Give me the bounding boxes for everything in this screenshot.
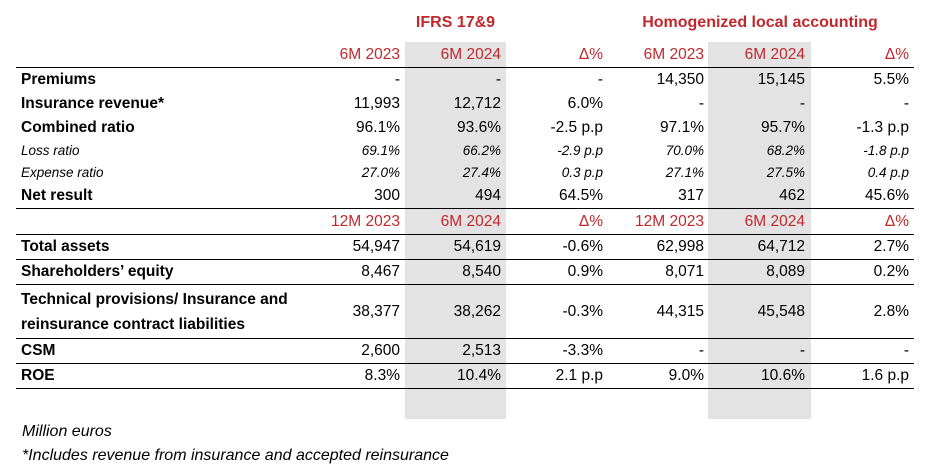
- column-header: Δ%: [578, 46, 603, 63]
- column-header: 12M 2023: [635, 213, 704, 230]
- financial-summary-table: [16, 42, 914, 389]
- table-cell: 96.1%: [356, 119, 400, 136]
- table-cell: 54,619: [405, 235, 506, 260]
- column-header: 6M 2023: [339, 46, 400, 63]
- table-cell: 68.2%: [766, 143, 805, 158]
- table-cell: 6.0%: [567, 95, 603, 112]
- table-cell: 2.8%: [810, 285, 914, 339]
- table-cell: -: [405, 68, 506, 93]
- row-label: Technical provisions/ Insurance and reinsurance contract liabilities: [16, 285, 304, 339]
- table-cell: 9.0%: [608, 364, 709, 389]
- table-cell: 69.1%: [361, 143, 400, 158]
- table-row: [16, 285, 914, 339]
- row-label: Shareholders’ equity: [16, 260, 304, 285]
- table-row: [16, 364, 914, 389]
- table-cell: 8.3%: [304, 364, 405, 389]
- table-cell: -1.3 p.p: [856, 119, 909, 136]
- table-cell: 300: [304, 184, 405, 209]
- table-cell: -: [304, 68, 405, 93]
- table-cell: 0.4 p.p: [867, 165, 909, 180]
- column-header: 6M 2024: [440, 46, 501, 63]
- table-cell: 27.4%: [462, 165, 501, 180]
- column-header: 6M 2024: [744, 46, 805, 63]
- table-cell: 12,712: [453, 95, 501, 112]
- table-body: [16, 42, 914, 389]
- column-header: 6M 2023: [643, 46, 704, 63]
- row-label: Total assets: [16, 235, 304, 260]
- table-row: [16, 162, 914, 184]
- table-cell: 14,350: [608, 68, 709, 93]
- row-label: CSM: [16, 339, 304, 364]
- table-cell: 5.5%: [810, 68, 914, 93]
- table-cell: 1.6 p.p: [810, 364, 914, 389]
- table-cell: 62,998: [608, 235, 709, 260]
- row-label: ROE: [16, 364, 304, 389]
- table-cell: 45.6%: [810, 184, 914, 209]
- table-cell: 462: [709, 184, 810, 209]
- row-label: Premiums: [16, 68, 304, 93]
- table-cell: -0.3%: [506, 285, 608, 339]
- table-row: [16, 184, 914, 209]
- table-cell: -: [608, 339, 709, 364]
- table-cell: 2,513: [405, 339, 506, 364]
- local-accounting-section-title: Homogenized local accounting: [642, 14, 878, 31]
- table-cell: -2.5 p.p: [550, 119, 603, 136]
- table-row: [16, 116, 914, 140]
- table-cell: 2.1 p.p: [506, 364, 608, 389]
- row-label: Expense ratio: [21, 165, 104, 180]
- table-cell: 8,467: [304, 260, 405, 285]
- table-cell: 64,712: [709, 235, 810, 260]
- income-header-row: [16, 42, 914, 68]
- table-row: [16, 68, 914, 93]
- table-cell: 2.7%: [810, 235, 914, 260]
- row-label: Insurance revenue*: [21, 95, 165, 112]
- column-header: Δ%: [884, 213, 909, 230]
- table-cell: 70.0%: [665, 143, 704, 158]
- units-note: Million euros: [22, 423, 112, 440]
- table-cell: 45,548: [709, 285, 810, 339]
- balance-header-row: [16, 209, 914, 235]
- revenue-footnote: *Includes revenue from insurance and accepted reinsurance: [22, 447, 449, 464]
- table-row: [16, 92, 914, 116]
- table-cell: -: [810, 339, 914, 364]
- table-cell: 2,600: [304, 339, 405, 364]
- table-cell: 93.6%: [457, 119, 501, 136]
- table-cell: 38,262: [405, 285, 506, 339]
- column-header: 6M 2024: [744, 213, 805, 230]
- table-cell: 27.0%: [361, 165, 400, 180]
- table-cell: 15,145: [709, 68, 810, 93]
- table-cell: -: [506, 68, 608, 93]
- table-cell: 494: [405, 184, 506, 209]
- table-cell: 8,089: [709, 260, 810, 285]
- table-cell: 54,947: [304, 235, 405, 260]
- table-cell: 27.5%: [766, 165, 805, 180]
- table-cell: 8,071: [608, 260, 709, 285]
- header-blank-cell: [16, 209, 304, 235]
- table-cell: 66.2%: [462, 143, 501, 158]
- table-cell: -0.6%: [506, 235, 608, 260]
- table-cell: 0.3 p.p: [561, 165, 603, 180]
- table-cell: 97.1%: [660, 119, 704, 136]
- column-header: Δ%: [578, 213, 603, 230]
- table-cell: 10.4%: [405, 364, 506, 389]
- table-cell: -2.9 p.p: [557, 143, 603, 158]
- table-cell: 11,993: [353, 95, 400, 112]
- ifrs-section-title: IFRS 17&9: [415, 14, 496, 31]
- table-cell: -: [698, 95, 704, 112]
- table-cell: 317: [608, 184, 709, 209]
- table-cell: 8,540: [405, 260, 506, 285]
- table-row: [16, 235, 914, 260]
- table-row: [16, 140, 914, 162]
- table-cell: 27.1%: [665, 165, 704, 180]
- table-cell: 0.2%: [810, 260, 914, 285]
- row-label: Net result: [16, 184, 304, 209]
- table-cell: -: [903, 95, 909, 112]
- table-cell: 38,377: [304, 285, 405, 339]
- header-blank-cell: [16, 42, 304, 68]
- table-cell: 10.6%: [709, 364, 810, 389]
- table-cell: -: [709, 339, 810, 364]
- table-cell: -1.8 p.p: [863, 143, 909, 158]
- column-header: Δ%: [884, 46, 909, 63]
- column-header: 12M 2023: [331, 213, 400, 230]
- table-cell: 0.9%: [506, 260, 608, 285]
- row-label: Loss ratio: [21, 143, 80, 158]
- table-row: [16, 339, 914, 364]
- table-cell: -: [799, 95, 805, 112]
- table-cell: 64.5%: [506, 184, 608, 209]
- row-label: Combined ratio: [21, 119, 135, 136]
- column-header: 6M 2024: [440, 213, 501, 230]
- table-cell: -3.3%: [506, 339, 608, 364]
- table-cell: 95.7%: [761, 119, 805, 136]
- table-row: [16, 260, 914, 285]
- table-cell: 44,315: [608, 285, 709, 339]
